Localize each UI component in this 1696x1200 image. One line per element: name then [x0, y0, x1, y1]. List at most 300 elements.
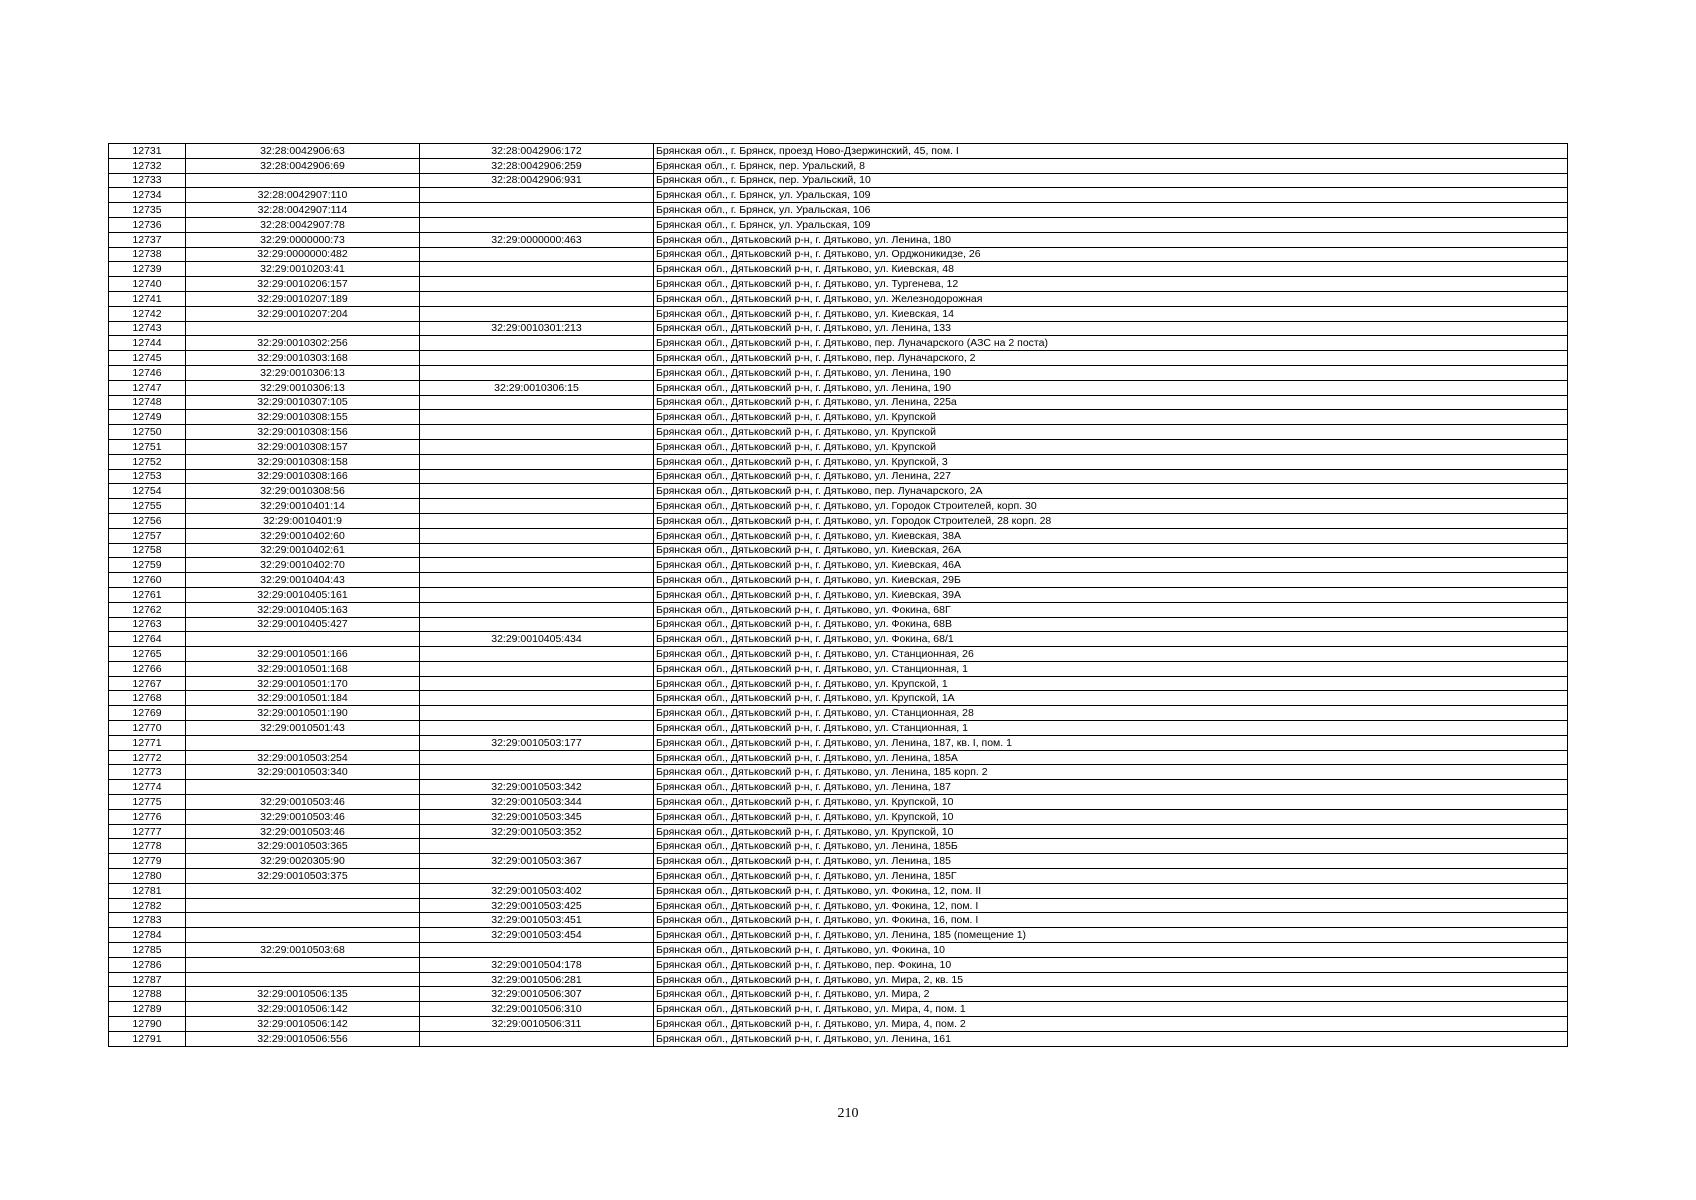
land-cadastral-number-cell: 32:28:0042906:63	[186, 144, 420, 159]
land-cadastral-number-cell: 32:29:0010302:256	[186, 336, 420, 351]
object-cadastral-number-cell: 32:29:0010405:434	[420, 632, 654, 647]
row-number-cell: 12746	[109, 365, 186, 380]
address-cell: Брянская обл., Дятьковский р-н, г. Дятьково, ул. Фокина, 10	[654, 943, 1568, 958]
address-cell: Брянская обл., Дятьковский р-н, г. Дятьково, ул. Киевская, 14	[654, 306, 1568, 321]
row-number-cell: 12743	[109, 321, 186, 336]
table-row	[109, 380, 1568, 395]
table-row	[109, 898, 1568, 913]
land-cadastral-number-cell: 32:29:0010503:340	[186, 765, 420, 780]
address-cell: Брянская обл., Дятьковский р-н, г. Дятьково, ул. Ленина, 185 корп. 2	[654, 765, 1568, 780]
object-cadastral-number-cell	[420, 439, 654, 454]
land-cadastral-number-cell: 32:29:0010303:168	[186, 351, 420, 366]
row-number-cell: 12767	[109, 676, 186, 691]
address-cell: Брянская обл., Дятьковский р-н, г. Дятьково, ул. Ленина, 185Б	[654, 839, 1568, 854]
address-cell: Брянская обл., Дятьковский р-н, г. Дятьково, ул. Ленина, 225а	[654, 395, 1568, 410]
land-cadastral-number-cell: 32:29:0010501:190	[186, 706, 420, 721]
row-number-cell: 12751	[109, 439, 186, 454]
row-number-cell: 12738	[109, 247, 186, 262]
land-cadastral-number-cell: 32:29:0010503:254	[186, 750, 420, 765]
row-number-cell: 12774	[109, 780, 186, 795]
table-row	[109, 277, 1568, 292]
row-number-cell: 12741	[109, 291, 186, 306]
land-cadastral-number-cell: 32:29:0010203:41	[186, 262, 420, 277]
object-cadastral-number-cell	[420, 484, 654, 499]
address-cell: Брянская обл., Дятьковский р-н, г. Дятьково, ул. Фокина, 68В	[654, 617, 1568, 632]
land-cadastral-number-cell: 32:29:0010503:46	[186, 809, 420, 824]
address-cell: Брянская обл., Дятьковский р-н, г. Дятьково, ул. Ленина, 185	[654, 854, 1568, 869]
address-cell: Брянская обл., Дятьковский р-н, г. Дятьково, ул. Железнодорожная	[654, 291, 1568, 306]
object-cadastral-number-cell: 32:29:0010503:451	[420, 913, 654, 928]
address-cell: Брянская обл., Дятьковский р-н, г. Дятьково, ул. Городок Строителей, 28 корп. 28	[654, 513, 1568, 528]
land-cadastral-number-cell: 32:29:0010401:9	[186, 513, 420, 528]
land-cadastral-number-cell: 32:29:0010501:166	[186, 647, 420, 662]
table-row	[109, 291, 1568, 306]
table-row	[109, 158, 1568, 173]
address-cell: Брянская обл., г. Брянск, проезд Ново-Дзержинский, 45, пом. I	[654, 144, 1568, 159]
table-row	[109, 336, 1568, 351]
row-number-cell: 12780	[109, 869, 186, 884]
object-cadastral-number-cell	[420, 469, 654, 484]
object-cadastral-number-cell	[420, 454, 654, 469]
row-number-cell: 12769	[109, 706, 186, 721]
object-cadastral-number-cell	[420, 602, 654, 617]
table-row	[109, 721, 1568, 736]
land-cadastral-number-cell: 32:29:0010501:170	[186, 676, 420, 691]
object-cadastral-number-cell: 32:29:0010306:15	[420, 380, 654, 395]
address-cell: Брянская обл., Дятьковский р-н, г. Дятьково, ул. Киевская, 48	[654, 262, 1568, 277]
address-cell: Брянская обл., Дятьковский р-н, г. Дятьково, ул. Крупской, 10	[654, 824, 1568, 839]
land-cadastral-number-cell: 32:29:0010308:156	[186, 425, 420, 440]
table-row	[109, 883, 1568, 898]
table-row	[109, 573, 1568, 588]
row-number-cell: 12734	[109, 188, 186, 203]
land-cadastral-number-cell: 32:28:0042907:78	[186, 217, 420, 232]
land-cadastral-number-cell: 32:29:0010503:46	[186, 824, 420, 839]
address-cell: Брянская обл., Дятьковский р-н, г. Дятьково, ул. Фокина, 12, пом. I	[654, 898, 1568, 913]
address-cell: Брянская обл., Дятьковский р-н, г. Дятьково, ул. Крупской	[654, 425, 1568, 440]
address-cell: Брянская обл., Дятьковский р-н, г. Дятьково, ул. Тургенева, 12	[654, 277, 1568, 292]
object-cadastral-number-cell	[420, 365, 654, 380]
row-number-cell: 12749	[109, 410, 186, 425]
land-cadastral-number-cell: 32:29:0010503:365	[186, 839, 420, 854]
row-number-cell: 12739	[109, 262, 186, 277]
object-cadastral-number-cell	[420, 217, 654, 232]
row-number-cell: 12752	[109, 454, 186, 469]
address-cell: Брянская обл., Дятьковский р-н, г. Дятьково, ул. Киевская, 38А	[654, 528, 1568, 543]
land-cadastral-number-cell: 32:29:0010404:43	[186, 573, 420, 588]
address-cell: Брянская обл., г. Брянск, ул. Уральская, 109	[654, 217, 1568, 232]
object-cadastral-number-cell	[420, 336, 654, 351]
land-cadastral-number-cell: 32:29:0010503:68	[186, 943, 420, 958]
object-cadastral-number-cell	[420, 203, 654, 218]
table-row	[109, 232, 1568, 247]
table-row	[109, 351, 1568, 366]
table-row	[109, 691, 1568, 706]
row-number-cell: 12786	[109, 957, 186, 972]
table-row	[109, 499, 1568, 514]
address-cell: Брянская обл., Дятьковский р-н, г. Дятьково, ул. Мира, 4, пом. 1	[654, 1002, 1568, 1017]
object-cadastral-number-cell	[420, 750, 654, 765]
object-cadastral-number-cell: 32:29:0010506:310	[420, 1002, 654, 1017]
address-cell: Брянская обл., Дятьковский р-н, г. Дятьково, ул. Ленина, 161	[654, 1031, 1568, 1046]
address-cell: Брянская обл., Дятьковский р-н, г. Дятьково, ул. Ленина, 187	[654, 780, 1568, 795]
row-number-cell: 12788	[109, 987, 186, 1002]
address-cell: Брянская обл., Дятьковский р-н, г. Дятьково, ул. Крупской, 10	[654, 795, 1568, 810]
object-cadastral-number-cell	[420, 573, 654, 588]
row-number-cell: 12773	[109, 765, 186, 780]
address-cell: Брянская обл., г. Брянск, пер. Уральский, 10	[654, 173, 1568, 188]
object-cadastral-number-cell: 32:29:0010506:307	[420, 987, 654, 1002]
object-cadastral-number-cell: 32:29:0010503:177	[420, 735, 654, 750]
object-cadastral-number-cell	[420, 513, 654, 528]
object-cadastral-number-cell	[420, 306, 654, 321]
table-row	[109, 484, 1568, 499]
object-cadastral-number-cell	[420, 706, 654, 721]
land-cadastral-number-cell	[186, 780, 420, 795]
object-cadastral-number-cell: 32:29:0010503:454	[420, 928, 654, 943]
row-number-cell: 12768	[109, 691, 186, 706]
object-cadastral-number-cell	[420, 351, 654, 366]
object-cadastral-number-cell	[420, 765, 654, 780]
row-number-cell: 12737	[109, 232, 186, 247]
address-cell: Брянская обл., Дятьковский р-н, г. Дятьково, пер. Луначарского, 2А	[654, 484, 1568, 499]
row-number-cell: 12785	[109, 943, 186, 958]
land-cadastral-number-cell	[186, 735, 420, 750]
row-number-cell: 12790	[109, 1017, 186, 1032]
address-cell: Брянская обл., Дятьковский р-н, г. Дятьково, ул. Фокина, 68/1	[654, 632, 1568, 647]
table-row	[109, 617, 1568, 632]
land-cadastral-number-cell: 32:29:0010506:556	[186, 1031, 420, 1046]
registry-table-body	[109, 144, 1568, 1047]
row-number-cell: 12779	[109, 854, 186, 869]
object-cadastral-number-cell: 32:29:0010506:281	[420, 972, 654, 987]
address-cell: Брянская обл., Дятьковский р-н, г. Дятьково, ул. Ленина, 187, кв. I, пом. 1	[654, 735, 1568, 750]
table-row	[109, 854, 1568, 869]
land-cadastral-number-cell	[186, 913, 420, 928]
object-cadastral-number-cell	[420, 647, 654, 662]
address-cell: Брянская обл., Дятьковский р-н, г. Дятьково, ул. Станционная, 1	[654, 721, 1568, 736]
land-cadastral-number-cell: 32:29:0010207:189	[186, 291, 420, 306]
address-cell: Брянская обл., Дятьковский р-н, г. Дятьково, ул. Киевская, 46А	[654, 558, 1568, 573]
object-cadastral-number-cell	[420, 839, 654, 854]
land-cadastral-number-cell: 32:29:0010501:168	[186, 661, 420, 676]
row-number-cell: 12748	[109, 395, 186, 410]
land-cadastral-number-cell: 32:29:0010206:157	[186, 277, 420, 292]
object-cadastral-number-cell	[420, 676, 654, 691]
object-cadastral-number-cell: 32:29:0010504:178	[420, 957, 654, 972]
table-row	[109, 824, 1568, 839]
table-row	[109, 765, 1568, 780]
object-cadastral-number-cell	[420, 277, 654, 292]
table-row	[109, 928, 1568, 943]
object-cadastral-number-cell: 32:29:0010503:345	[420, 809, 654, 824]
table-row	[109, 735, 1568, 750]
land-cadastral-number-cell: 32:29:0010308:157	[186, 439, 420, 454]
object-cadastral-number-cell	[420, 499, 654, 514]
table-row	[109, 972, 1568, 987]
row-number-cell: 12783	[109, 913, 186, 928]
table-row	[109, 780, 1568, 795]
land-cadastral-number-cell: 32:29:0010402:70	[186, 558, 420, 573]
table-row	[109, 410, 1568, 425]
object-cadastral-number-cell	[420, 558, 654, 573]
row-number-cell: 12765	[109, 647, 186, 662]
row-number-cell: 12757	[109, 528, 186, 543]
row-number-cell: 12781	[109, 883, 186, 898]
table-row	[109, 262, 1568, 277]
land-cadastral-number-cell: 32:29:0010501:184	[186, 691, 420, 706]
address-cell: Брянская обл., Дятьковский р-н, г. Дятьково, ул. Киевская, 39А	[654, 587, 1568, 602]
row-number-cell: 12787	[109, 972, 186, 987]
row-number-cell: 12733	[109, 173, 186, 188]
address-cell: Брянская обл., Дятьковский р-н, г. Дятьково, ул. Ленина, 190	[654, 380, 1568, 395]
address-cell: Брянская обл., Дятьковский р-н, г. Дятьково, ул. Фокина, 68Г	[654, 602, 1568, 617]
row-number-cell: 12777	[109, 824, 186, 839]
land-cadastral-number-cell: 32:29:0010308:166	[186, 469, 420, 484]
row-number-cell: 12762	[109, 602, 186, 617]
object-cadastral-number-cell	[420, 661, 654, 676]
table-row	[109, 839, 1568, 854]
address-cell: Брянская обл., г. Брянск, ул. Уральская, 106	[654, 203, 1568, 218]
address-cell: Брянская обл., Дятьковский р-н, г. Дятьково, ул. Ленина, 227	[654, 469, 1568, 484]
land-cadastral-number-cell: 32:28:0042907:114	[186, 203, 420, 218]
table-row	[109, 188, 1568, 203]
address-cell: Брянская обл., Дятьковский р-н, г. Дятьково, ул. Станционная, 26	[654, 647, 1568, 662]
row-number-cell: 12740	[109, 277, 186, 292]
object-cadastral-number-cell	[420, 617, 654, 632]
object-cadastral-number-cell: 32:29:0010506:311	[420, 1017, 654, 1032]
row-number-cell: 12789	[109, 1002, 186, 1017]
row-number-cell: 12744	[109, 336, 186, 351]
row-number-cell: 12770	[109, 721, 186, 736]
land-cadastral-number-cell: 32:29:0010503:375	[186, 869, 420, 884]
table-row	[109, 439, 1568, 454]
row-number-cell: 12764	[109, 632, 186, 647]
address-cell: Брянская обл., Дятьковский р-н, г. Дятьково, ул. Ленина, 133	[654, 321, 1568, 336]
object-cadastral-number-cell	[420, 1031, 654, 1046]
row-number-cell: 12745	[109, 351, 186, 366]
land-cadastral-number-cell: 32:29:0010506:142	[186, 1002, 420, 1017]
object-cadastral-number-cell	[420, 262, 654, 277]
land-cadastral-number-cell	[186, 883, 420, 898]
row-number-cell: 12750	[109, 425, 186, 440]
address-cell: Брянская обл., Дятьковский р-н, г. Дятьково, ул. Ленина, 185А	[654, 750, 1568, 765]
row-number-cell: 12732	[109, 158, 186, 173]
land-cadastral-number-cell: 32:29:0010402:60	[186, 528, 420, 543]
page-number: 210	[837, 1106, 859, 1121]
row-number-cell: 12775	[109, 795, 186, 810]
land-cadastral-number-cell: 32:29:0010506:142	[186, 1017, 420, 1032]
table-row	[109, 173, 1568, 188]
object-cadastral-number-cell	[420, 188, 654, 203]
object-cadastral-number-cell	[420, 587, 654, 602]
object-cadastral-number-cell: 32:29:0010503:342	[420, 780, 654, 795]
address-cell: Брянская обл., Дятьковский р-н, г. Дятьково, ул. Ленина, 180	[654, 232, 1568, 247]
address-cell: Брянская обл., Дятьковский р-н, г. Дятьково, ул. Крупской, 10	[654, 809, 1568, 824]
table-row	[109, 469, 1568, 484]
row-number-cell: 12791	[109, 1031, 186, 1046]
land-cadastral-number-cell: 32:29:0010405:427	[186, 617, 420, 632]
object-cadastral-number-cell: 32:29:0010503:344	[420, 795, 654, 810]
address-cell: Брянская обл., Дятьковский р-н, г. Дятьково, ул. Мира, 4, пом. 2	[654, 1017, 1568, 1032]
row-number-cell: 12772	[109, 750, 186, 765]
land-cadastral-number-cell: 32:29:0010308:56	[186, 484, 420, 499]
object-cadastral-number-cell: 32:29:0010301:213	[420, 321, 654, 336]
land-cadastral-number-cell: 32:29:0010405:161	[186, 587, 420, 602]
land-cadastral-number-cell: 32:29:0010503:46	[186, 795, 420, 810]
row-number-cell: 12778	[109, 839, 186, 854]
object-cadastral-number-cell	[420, 543, 654, 558]
object-cadastral-number-cell: 32:29:0010503:402	[420, 883, 654, 898]
row-number-cell: 12747	[109, 380, 186, 395]
table-row	[109, 454, 1568, 469]
land-cadastral-number-cell: 32:28:0042907:110	[186, 188, 420, 203]
table-row	[109, 1017, 1568, 1032]
property-registry-table	[108, 143, 1568, 1047]
land-cadastral-number-cell: 32:29:0010306:13	[186, 365, 420, 380]
land-cadastral-number-cell: 32:28:0042906:69	[186, 158, 420, 173]
table-row	[109, 395, 1568, 410]
address-cell: Брянская обл., Дятьковский р-н, г. Дятьково, ул. Ленина, 190	[654, 365, 1568, 380]
object-cadastral-number-cell	[420, 395, 654, 410]
table-row	[109, 943, 1568, 958]
table-row	[109, 750, 1568, 765]
row-number-cell: 12735	[109, 203, 186, 218]
land-cadastral-number-cell: 32:29:0010402:61	[186, 543, 420, 558]
object-cadastral-number-cell	[420, 721, 654, 736]
address-cell: Брянская обл., Дятьковский р-н, г. Дятьково, ул. Киевская, 29Б	[654, 573, 1568, 588]
table-row	[109, 1002, 1568, 1017]
address-cell: Брянская обл., Дятьковский р-н, г. Дятьково, ул. Станционная, 28	[654, 706, 1568, 721]
address-cell: Брянская обл., Дятьковский р-н, г. Дятьково, ул. Киевская, 26А	[654, 543, 1568, 558]
address-cell: Брянская обл., г. Брянск, пер. Уральский, 8	[654, 158, 1568, 173]
address-cell: Брянская обл., Дятьковский р-н, г. Дятьково, ул. Фокина, 16, пом. I	[654, 913, 1568, 928]
table-row	[109, 869, 1568, 884]
row-number-cell: 12736	[109, 217, 186, 232]
land-cadastral-number-cell: 32:29:0010307:105	[186, 395, 420, 410]
table-row	[109, 676, 1568, 691]
address-cell: Брянская обл., г. Брянск, ул. Уральская, 109	[654, 188, 1568, 203]
object-cadastral-number-cell: 32:28:0042906:259	[420, 158, 654, 173]
table-row	[109, 306, 1568, 321]
table-row	[109, 987, 1568, 1002]
land-cadastral-number-cell: 32:29:0010306:13	[186, 380, 420, 395]
land-cadastral-number-cell	[186, 173, 420, 188]
address-cell: Брянская обл., Дятьковский р-н, г. Дятьково, ул. Ленина, 185Г	[654, 869, 1568, 884]
row-number-cell: 12753	[109, 469, 186, 484]
row-number-cell: 12756	[109, 513, 186, 528]
object-cadastral-number-cell	[420, 691, 654, 706]
address-cell: Брянская обл., Дятьковский р-н, г. Дятьково, ул. Крупской, 1	[654, 676, 1568, 691]
table-row	[109, 203, 1568, 218]
object-cadastral-number-cell	[420, 291, 654, 306]
address-cell: Брянская обл., Дятьковский р-н, г. Дятьково, пер. Фокина, 10	[654, 957, 1568, 972]
land-cadastral-number-cell	[186, 957, 420, 972]
row-number-cell: 12776	[109, 809, 186, 824]
table-row	[109, 647, 1568, 662]
address-cell: Брянская обл., Дятьковский р-н, г. Дятьково, ул. Крупской, 3	[654, 454, 1568, 469]
land-cadastral-number-cell	[186, 632, 420, 647]
land-cadastral-number-cell: 32:29:0010405:163	[186, 602, 420, 617]
land-cadastral-number-cell: 32:29:0010506:135	[186, 987, 420, 1002]
row-number-cell: 12742	[109, 306, 186, 321]
table-row	[109, 632, 1568, 647]
row-number-cell: 12763	[109, 617, 186, 632]
table-row	[109, 217, 1568, 232]
table-row	[109, 587, 1568, 602]
table-row	[109, 795, 1568, 810]
table-row	[109, 144, 1568, 159]
table-row	[109, 365, 1568, 380]
land-cadastral-number-cell: 32:29:0010207:204	[186, 306, 420, 321]
object-cadastral-number-cell	[420, 247, 654, 262]
table-row	[109, 321, 1568, 336]
address-cell: Брянская обл., Дятьковский р-н, г. Дятьково, пер. Луначарского, 2	[654, 351, 1568, 366]
object-cadastral-number-cell: 32:29:0010503:352	[420, 824, 654, 839]
row-number-cell: 12782	[109, 898, 186, 913]
table-row	[109, 528, 1568, 543]
row-number-cell: 12759	[109, 558, 186, 573]
table-row	[109, 543, 1568, 558]
address-cell: Брянская обл., Дятьковский р-н, г. Дятьково, ул. Мира, 2, кв. 15	[654, 972, 1568, 987]
object-cadastral-number-cell	[420, 410, 654, 425]
land-cadastral-number-cell: 32:29:0010308:158	[186, 454, 420, 469]
address-cell: Брянская обл., Дятьковский р-н, г. Дятьково, ул. Станционная, 1	[654, 661, 1568, 676]
table-row	[109, 513, 1568, 528]
row-number-cell: 12771	[109, 735, 186, 750]
address-cell: Брянская обл., Дятьковский р-н, г. Дятьково, ул. Ленина, 185 (помещение 1)	[654, 928, 1568, 943]
object-cadastral-number-cell	[420, 943, 654, 958]
address-cell: Брянская обл., Дятьковский р-н, г. Дятьково, ул. Крупской	[654, 410, 1568, 425]
address-cell: Брянская обл., Дятьковский р-н, г. Дятьково, ул. Крупской	[654, 439, 1568, 454]
row-number-cell: 12766	[109, 661, 186, 676]
land-cadastral-number-cell	[186, 898, 420, 913]
address-cell: Брянская обл., Дятьковский р-н, г. Дятьково, ул. Крупской, 1А	[654, 691, 1568, 706]
object-cadastral-number-cell: 32:28:0042906:172	[420, 144, 654, 159]
row-number-cell: 12758	[109, 543, 186, 558]
row-number-cell: 12731	[109, 144, 186, 159]
object-cadastral-number-cell	[420, 528, 654, 543]
address-cell: Брянская обл., Дятьковский р-н, г. Дятьково, ул. Мира, 2	[654, 987, 1568, 1002]
row-number-cell: 12755	[109, 499, 186, 514]
land-cadastral-number-cell: 32:29:0010401:14	[186, 499, 420, 514]
object-cadastral-number-cell	[420, 869, 654, 884]
address-cell: Брянская обл., Дятьковский р-н, г. Дятьково, ул. Городок Строителей, корп. 30	[654, 499, 1568, 514]
land-cadastral-number-cell: 32:29:0010308:155	[186, 410, 420, 425]
row-number-cell: 12784	[109, 928, 186, 943]
row-number-cell: 12754	[109, 484, 186, 499]
table-row	[109, 661, 1568, 676]
table-row	[109, 558, 1568, 573]
table-row	[109, 602, 1568, 617]
land-cadastral-number-cell	[186, 972, 420, 987]
table-row	[109, 247, 1568, 262]
table-row	[109, 957, 1568, 972]
row-number-cell: 12761	[109, 587, 186, 602]
table-row	[109, 1031, 1568, 1046]
land-cadastral-number-cell: 32:29:0020305:90	[186, 854, 420, 869]
object-cadastral-number-cell: 32:29:0000000:463	[420, 232, 654, 247]
object-cadastral-number-cell	[420, 425, 654, 440]
table-row	[109, 706, 1568, 721]
table-row	[109, 425, 1568, 440]
object-cadastral-number-cell: 32:29:0010503:367	[420, 854, 654, 869]
land-cadastral-number-cell: 32:29:0000000:482	[186, 247, 420, 262]
table-row	[109, 809, 1568, 824]
object-cadastral-number-cell: 32:28:0042906:931	[420, 173, 654, 188]
land-cadastral-number-cell: 32:29:0010501:43	[186, 721, 420, 736]
object-cadastral-number-cell: 32:29:0010503:425	[420, 898, 654, 913]
